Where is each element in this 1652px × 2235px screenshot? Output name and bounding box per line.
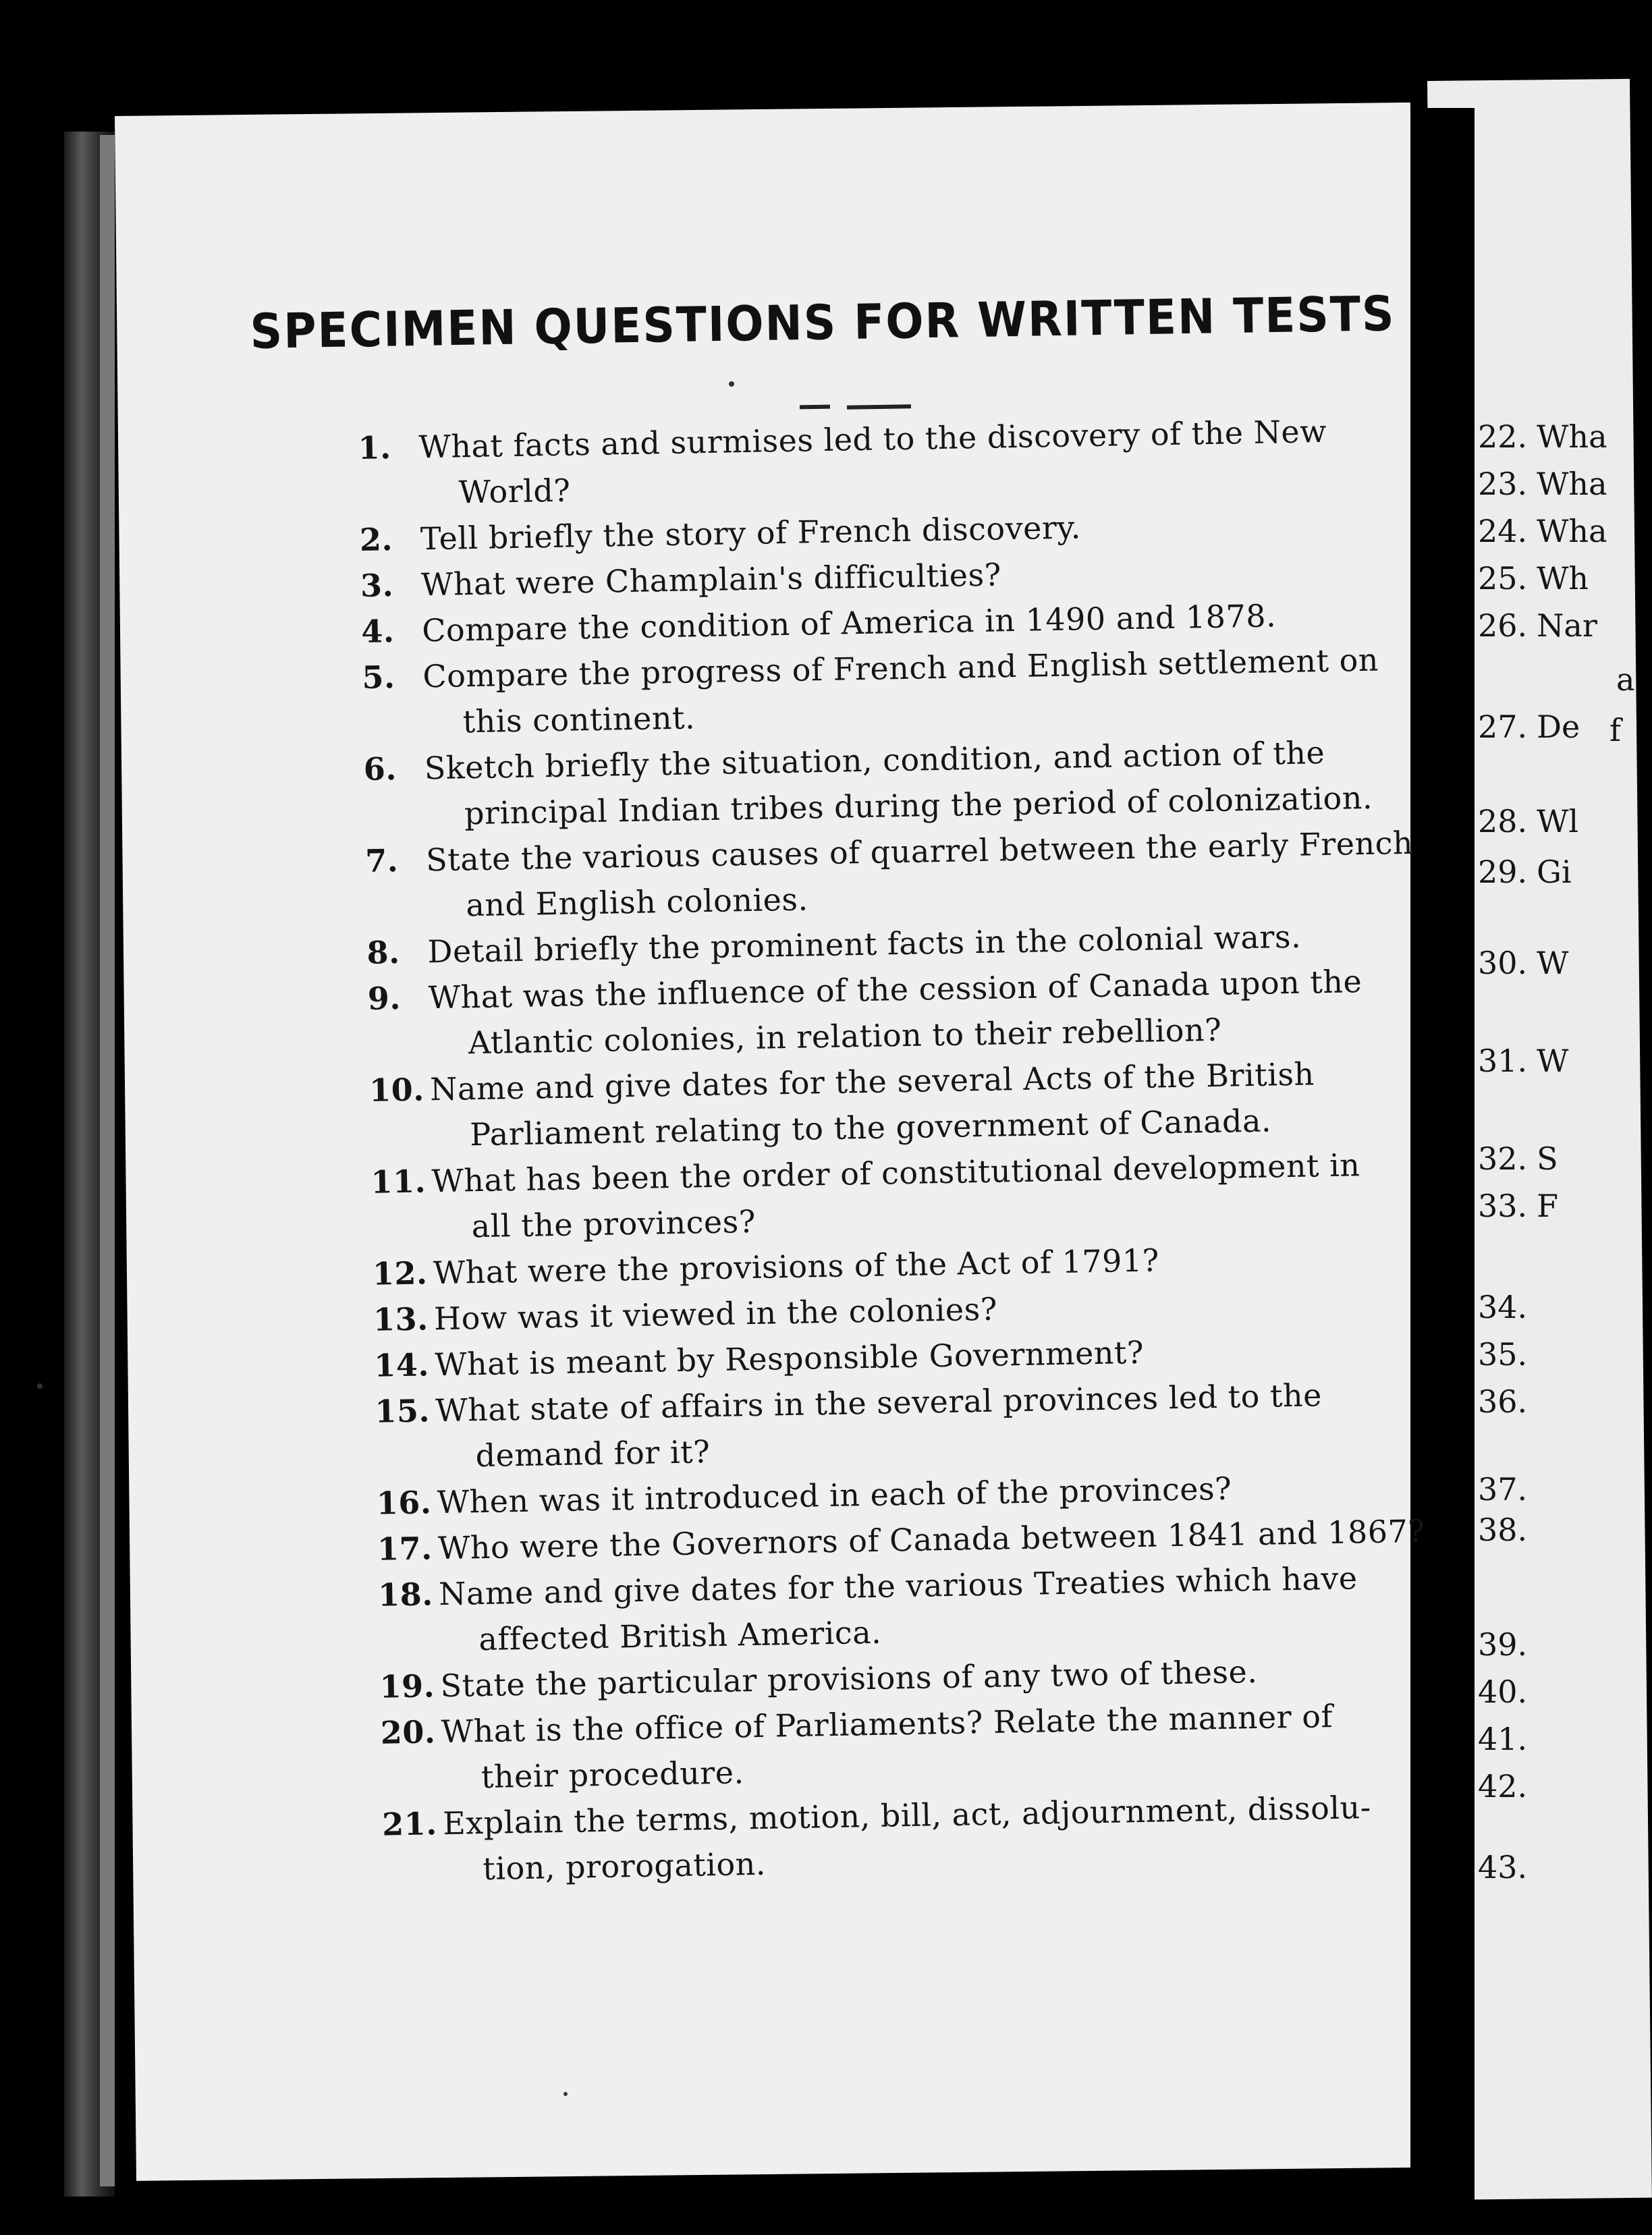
right-page-item bbox=[1478, 709, 1580, 745]
question-text-continued: Parliament relating to the government of Canada. bbox=[469, 1102, 1272, 1153]
right-page-item bbox=[1478, 513, 1607, 549]
question-number: 18. bbox=[377, 1576, 434, 1613]
question-text: Who were the Governors of Canada between 1841 and 1867? bbox=[437, 1512, 1425, 1567]
question-number: 17. bbox=[377, 1530, 433, 1568]
question-number: 21. bbox=[381, 1805, 438, 1843]
question-text: What were Champlain's difficulties? bbox=[420, 556, 1002, 603]
question-number: 1. bbox=[358, 429, 392, 466]
right-page-item-number: 32. bbox=[1478, 1140, 1528, 1177]
right-page-item-number: 23. bbox=[1478, 466, 1528, 502]
question-number: 15. bbox=[375, 1392, 431, 1430]
right-page-item bbox=[1478, 803, 1578, 839]
question-number: 2. bbox=[359, 521, 393, 558]
question-text-continued: and English colonies. bbox=[465, 881, 809, 924]
right-page-item bbox=[1478, 1336, 1537, 1373]
question-number: 20. bbox=[380, 1713, 436, 1751]
right-page-item bbox=[1478, 1383, 1537, 1420]
question-text: Compare the condition of America in 1490 and 1878. bbox=[421, 597, 1277, 649]
right-page-item bbox=[1478, 1043, 1568, 1079]
title-rule-left bbox=[800, 405, 830, 410]
question-item bbox=[378, 1554, 1405, 1664]
right-page-fragment: a bbox=[1616, 661, 1635, 698]
right-page-item bbox=[1478, 1721, 1537, 1757]
right-page-item-number: 36. bbox=[1478, 1383, 1528, 1420]
question-text: What were the provisions of the Act of 1791? bbox=[433, 1242, 1160, 1292]
right-page-item bbox=[1478, 418, 1607, 455]
question-text: Explain the terms, motion, bill, act, adjournment, dissolu- bbox=[442, 1789, 1372, 1842]
question-text: What is the office of Parliaments? Relate the manner of bbox=[441, 1698, 1333, 1750]
question-item bbox=[362, 636, 1389, 746]
question-item bbox=[367, 958, 1394, 1068]
question-text: Sketch briefly the situation, condition, and action of the bbox=[424, 734, 1325, 787]
right-page-item-number: 38. bbox=[1478, 1512, 1528, 1548]
question-text-continued: World? bbox=[458, 472, 571, 511]
question-text: Name and give dates for the various Treaties which have bbox=[438, 1560, 1358, 1613]
question-text: What state of affairs in the several provinces led to the bbox=[435, 1377, 1323, 1429]
question-number: 11. bbox=[370, 1163, 426, 1201]
question-text: How was it viewed in the colonies? bbox=[433, 1290, 998, 1337]
right-page-item-number: 25. bbox=[1478, 560, 1528, 597]
question-number: 5. bbox=[362, 659, 396, 696]
right-page-item bbox=[1478, 1626, 1537, 1663]
question-number: 8. bbox=[366, 934, 401, 971]
question-text: What was the influence of the cession of Canada upon the bbox=[428, 963, 1362, 1016]
right-page-item bbox=[1478, 945, 1568, 981]
question-number: 14. bbox=[373, 1346, 430, 1384]
right-page-item-text: Nar bbox=[1537, 607, 1597, 644]
question-item bbox=[375, 1371, 1402, 1481]
right-page-item-number: 28. bbox=[1478, 803, 1528, 839]
question-number: 10. bbox=[368, 1071, 425, 1109]
right-page-item-number: 43. bbox=[1478, 1849, 1528, 1885]
question-text: Tell briefly the story of French discovery. bbox=[420, 509, 1082, 557]
question-text-continued: principal Indian tribes during the period of colonization. bbox=[464, 779, 1373, 832]
question-item bbox=[380, 1692, 1407, 1802]
question-number: 13. bbox=[373, 1300, 429, 1338]
right-page-item-text: Wha bbox=[1537, 418, 1607, 455]
right-page-item-text: Wha bbox=[1537, 513, 1607, 549]
paper-speck bbox=[729, 381, 734, 387]
question-text-continued: their procedure. bbox=[480, 1754, 745, 1796]
question-text-continued: this continent. bbox=[462, 699, 696, 740]
question-item bbox=[370, 1141, 1398, 1251]
right-page-item-text: F bbox=[1537, 1188, 1559, 1224]
question-item bbox=[363, 728, 1390, 838]
question-text-continued: all the provinces? bbox=[471, 1203, 756, 1245]
right-page-item-text: W bbox=[1537, 945, 1569, 981]
right-page-item bbox=[1478, 1768, 1537, 1804]
right-page-item-number: 41. bbox=[1478, 1721, 1528, 1757]
right-page-item-text: De bbox=[1537, 709, 1580, 745]
right-page-fragment: f bbox=[1609, 712, 1622, 748]
question-text: State the particular provisions of any two of these. bbox=[440, 1653, 1258, 1705]
right-page-item-number: 24. bbox=[1478, 513, 1528, 549]
book-spine-edge bbox=[100, 135, 115, 2186]
question-number: 7. bbox=[364, 842, 399, 879]
right-page-item-text: W bbox=[1537, 1043, 1569, 1079]
question-number: 19. bbox=[379, 1667, 435, 1705]
question-number: 3. bbox=[360, 567, 394, 604]
right-page-item-text: Wh bbox=[1537, 560, 1589, 597]
question-number: 4. bbox=[360, 613, 395, 650]
page-gutter bbox=[1410, 108, 1475, 2213]
question-text: Detail briefly the prominent facts in the colonial wars. bbox=[427, 918, 1302, 970]
right-page-item bbox=[1478, 1512, 1537, 1548]
question-number: 6. bbox=[363, 750, 397, 788]
right-page-item bbox=[1478, 1140, 1558, 1177]
right-page-item-number: 37. bbox=[1478, 1471, 1528, 1508]
right-page-item-number: 31. bbox=[1478, 1043, 1528, 1079]
right-page-item-number: 26. bbox=[1478, 607, 1528, 644]
question-number: 16. bbox=[376, 1484, 432, 1522]
page-title: SPECIMEN QUESTIONS FOR WRITTEN TESTS bbox=[250, 285, 1396, 360]
right-page-item bbox=[1478, 1849, 1537, 1885]
question-item bbox=[364, 820, 1414, 930]
question-text: What has been the order of constitutional development in bbox=[431, 1147, 1360, 1200]
paper-speck bbox=[37, 1383, 43, 1389]
right-page-item-number: 35. bbox=[1478, 1336, 1528, 1373]
question-text: Name and give dates for the several Acts of the British bbox=[429, 1055, 1315, 1108]
right-page-item-number: 33. bbox=[1478, 1188, 1528, 1224]
question-item bbox=[382, 1784, 1409, 1894]
question-number: 12. bbox=[372, 1254, 428, 1292]
question-list bbox=[358, 407, 1425, 1893]
question-item bbox=[369, 1049, 1396, 1159]
question-item bbox=[358, 407, 1385, 517]
right-page-item bbox=[1478, 1289, 1537, 1325]
right-page-item-number: 27. bbox=[1478, 709, 1528, 745]
right-page-item bbox=[1478, 607, 1597, 644]
right-page-item bbox=[1478, 1674, 1537, 1710]
right-page-item-number: 34. bbox=[1478, 1289, 1528, 1325]
question-text: What is meant by Responsible Government? bbox=[434, 1333, 1145, 1383]
question-text: Compare the progress of French and English settlement on bbox=[422, 641, 1379, 695]
paper-speck bbox=[563, 2092, 568, 2096]
question-text-continued: tion, prorogation. bbox=[482, 1845, 767, 1887]
right-page-item bbox=[1478, 466, 1607, 502]
question-text: When was it introduced in each of the provinces? bbox=[437, 1470, 1232, 1521]
question-text-continued: affected British America. bbox=[478, 1613, 882, 1658]
question-text: State the various causes of quarrel between the early French bbox=[425, 824, 1414, 879]
right-page-item-number: 39. bbox=[1478, 1626, 1528, 1663]
right-page-item-number: 22. bbox=[1478, 418, 1528, 455]
question-number: 9. bbox=[367, 980, 402, 1017]
question-text-continued: Atlantic colonies, in relation to their rebellion? bbox=[468, 1011, 1222, 1061]
right-page-item bbox=[1478, 1188, 1558, 1224]
right-page-item bbox=[1478, 560, 1589, 597]
right-page-item-text: S bbox=[1537, 1140, 1558, 1177]
right-page-item-text: Wl bbox=[1537, 803, 1579, 839]
right-page-item-number: 42. bbox=[1478, 1768, 1528, 1804]
right-page-item-text: Wha bbox=[1537, 466, 1607, 502]
right-page-item-number: 30. bbox=[1478, 945, 1528, 981]
question-text: What facts and surmises led to the discovery of the New bbox=[418, 412, 1327, 466]
right-page-item bbox=[1478, 854, 1572, 890]
right-page-item-number: 40. bbox=[1478, 1674, 1528, 1710]
question-text-continued: demand for it? bbox=[475, 1433, 711, 1474]
right-page-item bbox=[1478, 1471, 1537, 1508]
right-page-item-text: Gi bbox=[1537, 854, 1572, 890]
right-page-item-number: 29. bbox=[1478, 854, 1528, 890]
